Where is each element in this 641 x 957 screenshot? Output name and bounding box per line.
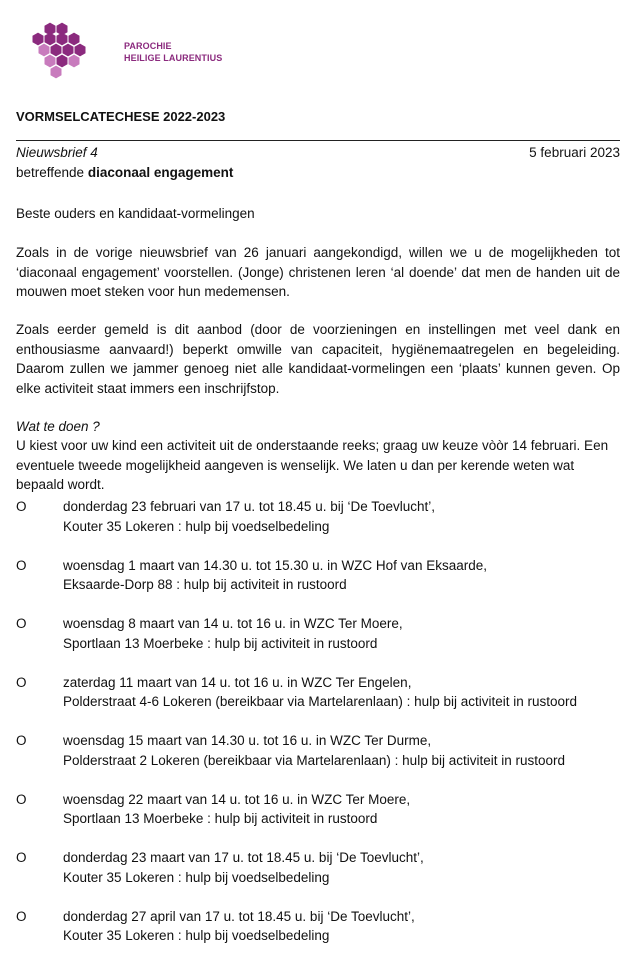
option-item[interactable] <box>16 848 626 887</box>
subject-topic: diaconaal engagement <box>87 165 234 180</box>
logo-hexagon <box>51 44 62 57</box>
option-text <box>63 614 403 653</box>
option-when: woensdag 22 maart van 14 u. tot 16 u. in WZC Ter Moere, <box>63 791 411 807</box>
option-text <box>63 731 565 770</box>
logo-hexagon <box>63 44 74 57</box>
option-when: donderdag 23 februari van 17 u. tot 18.45 u. bij ‘De Toevlucht’, <box>63 499 436 514</box>
option-item[interactable] <box>16 907 626 946</box>
org-name <box>124 40 222 64</box>
option-when: donderdag 27 april van 17 u. tot 18.45 u. bij ‘De Toevlucht’, <box>63 908 415 924</box>
option-marker[interactable]: O <box>16 616 27 631</box>
option-marker[interactable]: O <box>16 674 27 690</box>
option-marker[interactable]: O <box>16 850 27 865</box>
option-item[interactable] <box>16 497 626 536</box>
newsletter-date: 5 februari 2023 <box>529 145 620 160</box>
option-text <box>63 556 487 595</box>
option-item[interactable] <box>16 556 626 595</box>
option-marker[interactable]: O <box>16 499 27 514</box>
logo-hexagon <box>45 55 56 68</box>
logo-hexagon <box>69 55 80 68</box>
option-marker[interactable]: O <box>16 791 27 807</box>
option-item[interactable] <box>16 614 626 653</box>
what-heading: Wat te doen ? <box>16 419 100 434</box>
option-marker[interactable]: O <box>16 733 27 748</box>
option-where: Eksaarde-Dorp 88 : hulp bij activiteit in rustoord <box>63 577 347 592</box>
option-where: Kouter 35 Lokeren : hulp bij voedselbedeling <box>63 928 330 943</box>
option-where: Polderstraat 4-6 Lokeren (bereikbaar via Martelarenlaan) : hulp bij activiteit in rustoord <box>63 694 578 709</box>
divider <box>16 140 620 141</box>
subject-line <box>16 165 233 180</box>
logo-hexagon <box>33 33 44 46</box>
parish-logo <box>28 22 238 84</box>
option-item[interactable] <box>16 673 626 712</box>
logo-hexagon <box>57 55 68 68</box>
paragraph-capacity: Zoals eerder gemeld is dit aanbod (door de voorzieningen en instellingen met veel dank en enthousiasme aanvaard!) beperkt omwille van capaciteit, hygiënemaatregelen en begeleiding. Daarom zullen we jammer genoeg niet alle kandidaat-vormelingen een ‘plaats’ kunnen geven. Op elke activiteit staat immers een inschrijfstop. <box>16 322 620 396</box>
org-name-line1: PAROCHIE <box>124 41 172 51</box>
option-text <box>63 907 415 946</box>
option-marker[interactable]: O <box>16 557 27 573</box>
subject-prefix: betreffende <box>16 165 85 180</box>
option-text <box>63 497 435 536</box>
newsletter-row <box>16 145 620 160</box>
option-where: Sportlaan 13 Moerbeke : hulp bij activiteit in rustoord <box>63 635 378 651</box>
newsletter-label: Nieuwsbrief 4 <box>16 145 98 160</box>
logo-hexagon <box>51 66 62 79</box>
greeting: Beste ouders en kandidaat-vormelingen <box>16 206 255 221</box>
option-when: donderdag 23 maart van 17 u. tot 18.45 u. bij ‘De Toevlucht’, <box>63 850 424 865</box>
what-text: U kiest voor uw kind een activiteit uit de onderstaande reeks; graag uw keuze vòòr 14 februari. Een eventuele tweede mogelijkheid aangeven is wenselijk. We laten u dan per kerende weten wat bepaald wordt. <box>16 438 609 492</box>
logo-hexagon <box>75 44 86 57</box>
page-title: VORMSELCATECHESE 2022-2023 <box>16 109 226 124</box>
option-where: Sportlaan 13 Moerbeke : hulp bij activiteit in rustoord <box>63 811 378 826</box>
option-when: woensdag 15 maart van 14.30 u. tot 16 u. in WZC Ter Durme, <box>63 733 432 748</box>
option-where: Polderstraat 2 Lokeren (bereikbaar via Martelarenlaan) : hulp bij activiteit in rustoord <box>63 752 566 768</box>
option-when: woensdag 8 maart van 14 u. tot 16 u. in WZC Ter Moere, <box>63 616 403 631</box>
logo-hexagon <box>57 33 68 46</box>
option-text <box>63 673 577 712</box>
option-item[interactable] <box>16 790 626 829</box>
option-when: woensdag 1 maart van 14.30 u. tot 15.30 u. in WZC Hof van Eksaarde, <box>63 557 487 573</box>
org-name-line2: HEILIGE LAURENTIUS <box>124 53 223 63</box>
option-text <box>63 790 410 829</box>
logo-hexagon <box>45 33 56 46</box>
logo-hexagon <box>69 33 80 46</box>
grape-hexagon-icon <box>28 22 98 84</box>
logo-hexagon <box>39 44 50 57</box>
option-when: zaterdag 11 maart van 14 u. tot 16 u. in WZC Ter Engelen, <box>63 674 412 690</box>
paragraph-intro: Zoals in de vorige nieuwsbrief van 26 januari aangekondigd, willen we u de mogelijkheden tot ‘diaconaal engagement’ voorstellen. (Jonge) christenen leren ‘al doende’ dat men de handen uit de mouwen moet steken voor hun medemensen. <box>16 245 620 299</box>
option-where: Kouter 35 Lokeren : hulp bij voedselbedeling <box>63 869 330 885</box>
option-text <box>63 848 424 887</box>
option-marker[interactable]: O <box>16 908 27 924</box>
option-item[interactable] <box>16 731 626 770</box>
option-where: Kouter 35 Lokeren : hulp bij voedselbedeling <box>63 518 330 534</box>
